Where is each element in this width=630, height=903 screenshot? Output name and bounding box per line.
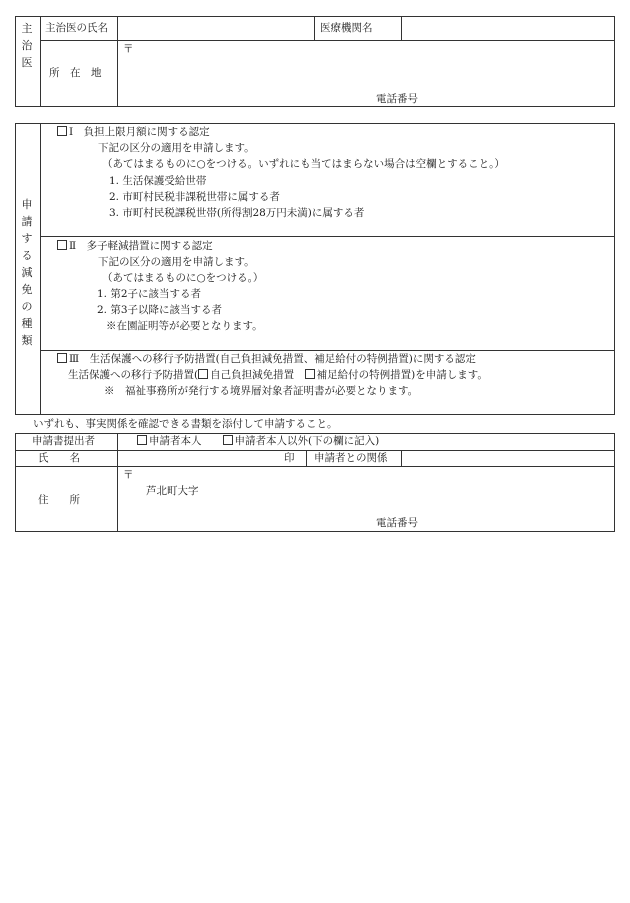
seal-label: 印 bbox=[284, 452, 295, 464]
institution-label: 医療機関名 bbox=[320, 22, 373, 34]
applicant-address-value: 芦北町大字 bbox=[146, 485, 199, 497]
section1-item: 1. 生活保護受給世帯 bbox=[109, 175, 207, 187]
section1-title: Ⅰ 負担上限月額に関する認定 bbox=[57, 126, 210, 139]
self-checkbox[interactable] bbox=[137, 435, 147, 445]
doctor-name-label: 主治医の氏名 bbox=[45, 22, 108, 34]
section2-line2: （あてはまるものに○をつける。） bbox=[102, 272, 264, 284]
footnote: いずれも、事実関係を確認できる書類を添付して申請すること。 bbox=[33, 418, 338, 430]
section3-line1: 生活保護への移行予防措置( 自己負担減免措置 補足給付の特例措置)を申請します。 bbox=[68, 369, 488, 381]
opt-self-burden-checkbox[interactable] bbox=[198, 369, 208, 379]
section1-line2: （あてはまるものに○をつける。いずれにも当てはまらない場合は空欄とすること。） bbox=[102, 158, 505, 170]
doctor-postal-mark: 〒 bbox=[123, 43, 134, 55]
applicant-address-label: 住 所 bbox=[38, 494, 80, 506]
doctor-divider bbox=[40, 16, 41, 107]
section1-item: 2. 市町村民税非課税世帯に属する者 bbox=[109, 191, 280, 203]
section2-title: Ⅱ 多子軽減措置に関する認定 bbox=[57, 240, 213, 253]
doctor-name-field[interactable] bbox=[118, 17, 313, 39]
submitter-label: 申請書提出者 bbox=[32, 435, 95, 447]
section3-title: Ⅲ 生活保護への移行予防措置(自己負担減免措置、補足給付の特例措置)に関する認定 bbox=[57, 353, 476, 366]
applicant-address-field[interactable] bbox=[118, 467, 614, 531]
relation-label: 申請者との関係 bbox=[314, 452, 388, 464]
section2-item: 1. 第2子に該当する者 bbox=[97, 288, 202, 300]
doctor-phone-label: 電話番号 bbox=[376, 93, 418, 105]
applicant-phone-label: 電話番号 bbox=[376, 517, 418, 529]
section2-line1: 下記の区分の適用を申請します。 bbox=[98, 256, 255, 268]
section1-item: 3. 市町村民税課税世帯(所得割28万円未満)に属する者 bbox=[109, 207, 365, 219]
reduction-side-label: 申 請 す る 減 免 の 種 類 bbox=[21, 198, 33, 347]
reduction-divider bbox=[40, 236, 615, 237]
section2-checkbox[interactable] bbox=[57, 240, 67, 250]
section1-line1: 下記の区分の適用を申請します。 bbox=[98, 142, 255, 154]
opt-supplement-checkbox[interactable] bbox=[305, 369, 315, 379]
applicant-name-field[interactable] bbox=[118, 451, 305, 465]
doctor-side-label: 主 治 医 bbox=[21, 22, 33, 69]
submitter-options: 申請者本人 申請者本人以外(下の欄に記入) bbox=[137, 435, 379, 448]
doctor-divider bbox=[314, 16, 315, 40]
reduction-divider bbox=[40, 123, 41, 415]
section1-checkbox[interactable] bbox=[57, 126, 67, 136]
applicant-name-label: 氏 名 bbox=[38, 452, 80, 464]
section2-item: 2. 第3子以降に該当する者 bbox=[97, 304, 223, 316]
section3-checkbox[interactable] bbox=[57, 353, 67, 363]
applicant-divider bbox=[306, 450, 307, 466]
relation-field[interactable] bbox=[402, 451, 614, 465]
institution-field[interactable] bbox=[402, 17, 614, 39]
section3-note: ※ 福祉事務所が発行する境界層対象者証明書が必要となります。 bbox=[104, 385, 419, 397]
applicant-postal-mark: 〒 bbox=[123, 469, 134, 481]
doctor-address-field[interactable] bbox=[118, 41, 614, 106]
doctor-address-label: 所 在 地 bbox=[49, 67, 102, 79]
other-checkbox[interactable] bbox=[223, 435, 233, 445]
reduction-divider bbox=[40, 350, 615, 351]
section2-note: ※在園証明等が必要となります。 bbox=[106, 320, 263, 332]
